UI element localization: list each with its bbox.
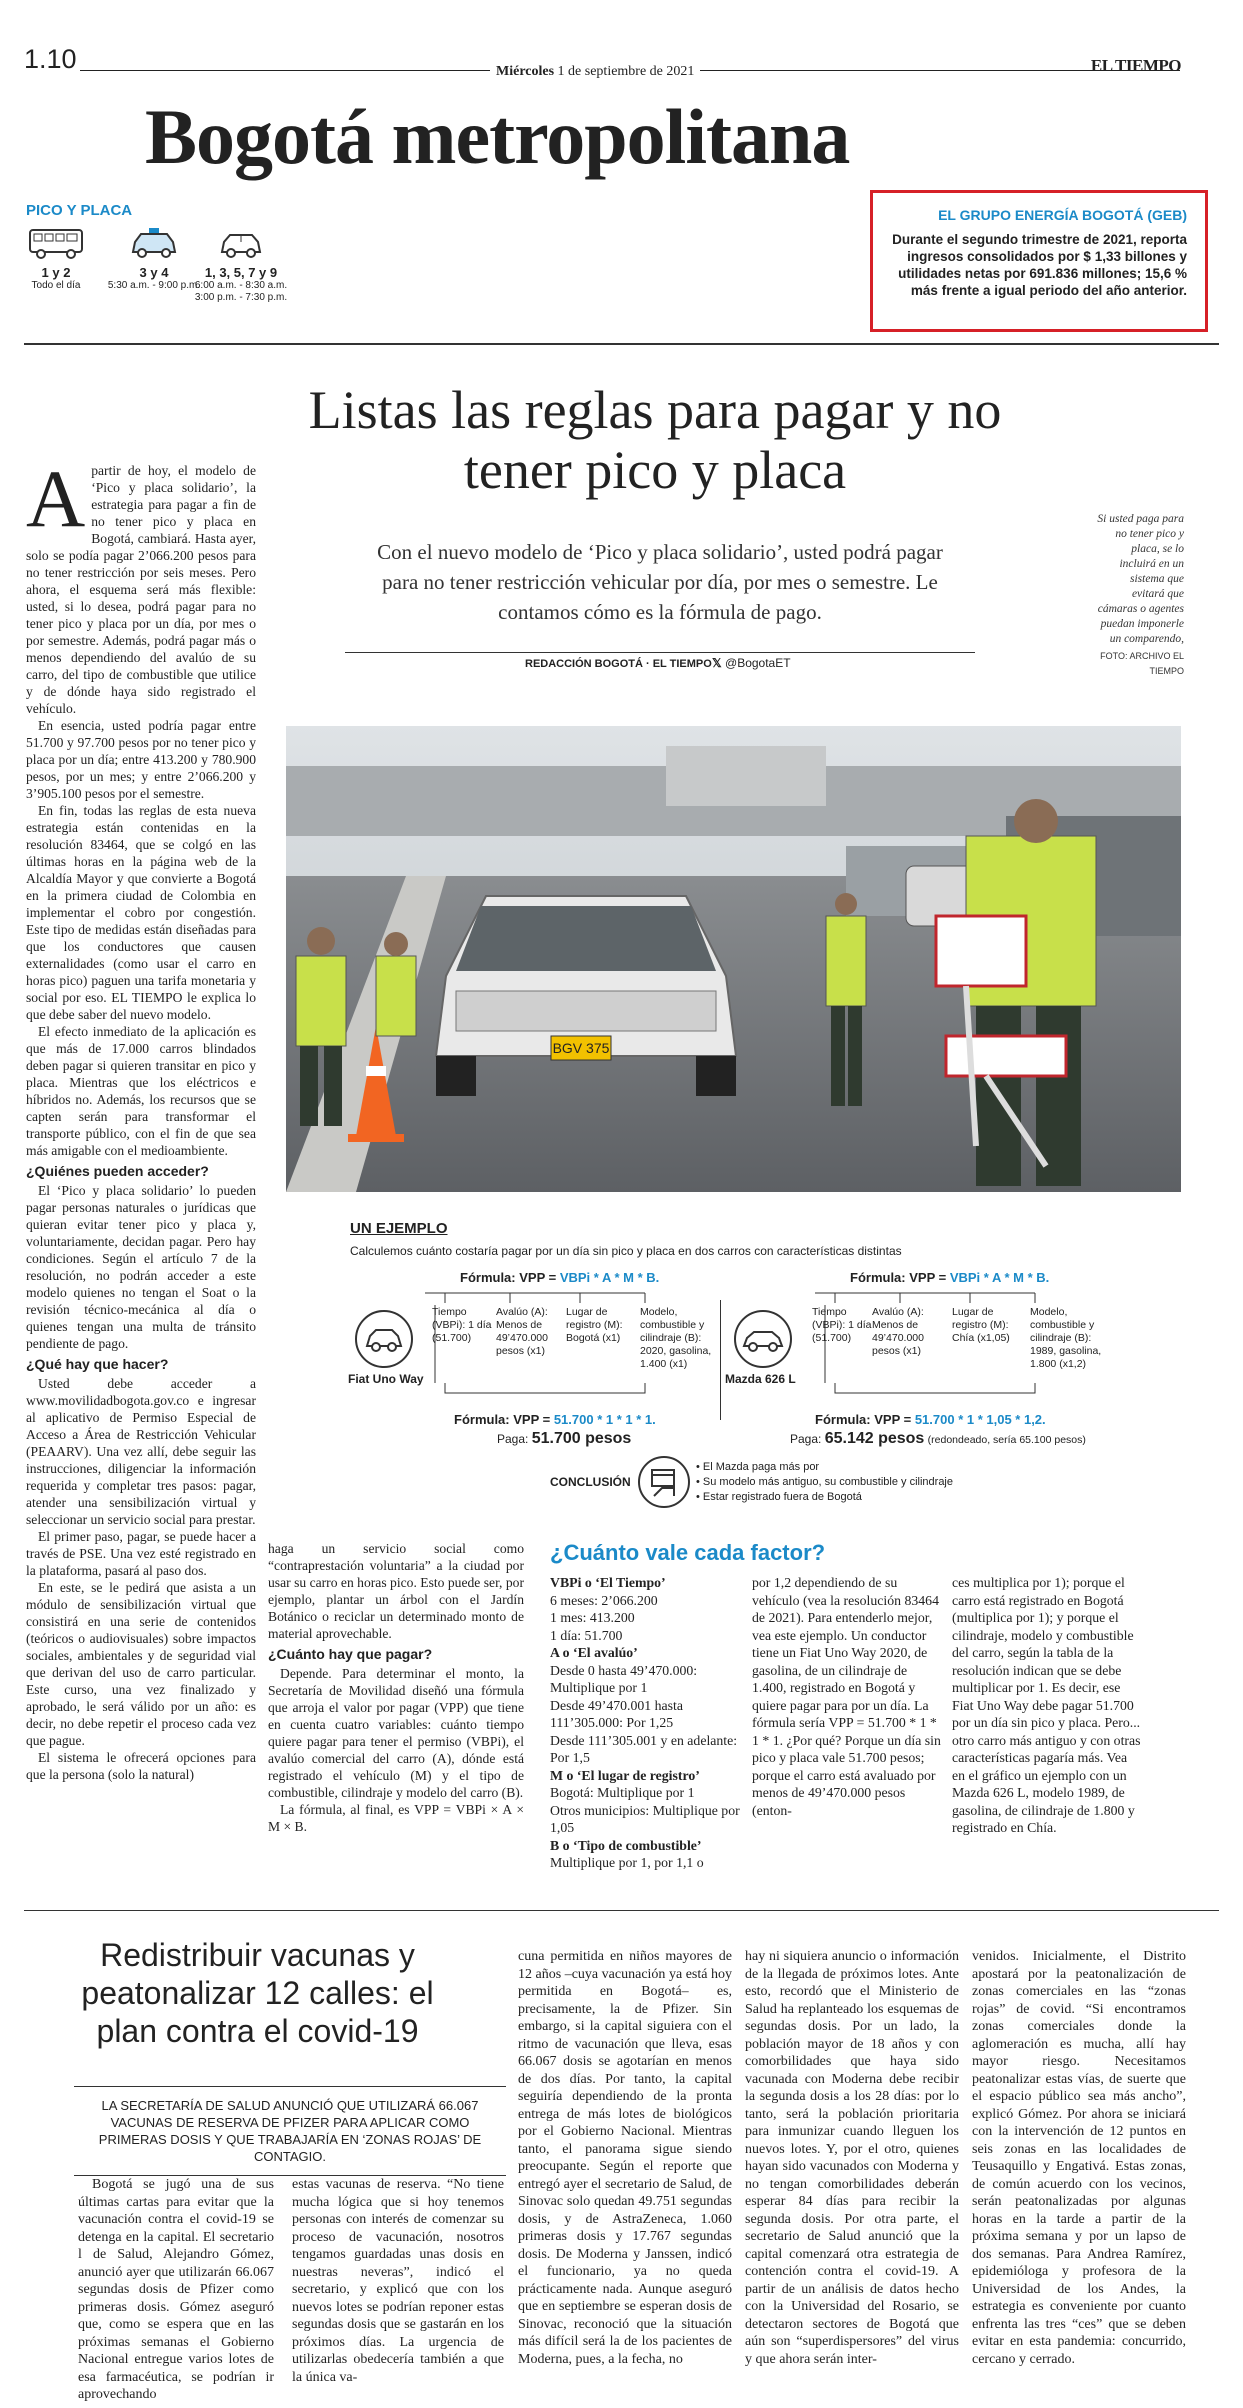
article-column-2 xyxy=(268,1540,524,1835)
question-heading: ¿Quiénes pueden acceder? xyxy=(26,1163,209,1179)
mazda-name: Mazda 626 L xyxy=(725,1372,796,1386)
article-paragraph: Depende. Para determinar el monto, la Secretaría de Movilidad diseñó una fórmula que arroja el valor por pagar (VPP) que tiene en cuenta cuatro variables: cuánto tiempo quiere pagar para tener el permiso (VBPi), el avalúo comercial del carro (A), dónde está registrado el vehículo (M) y el tipo de combustible, cilindraje y modelo del carro (B). xyxy=(268,1666,524,1800)
article-column-1 xyxy=(26,453,256,1783)
geb-text: Durante el segundo trimestre de 2021, reporta ingresos consolidados por $ 1,33 billones y utilidades netas por 691.836 millones; 15,6 % más frente a igual periodo del año anterior. xyxy=(892,232,1187,298)
fiat-factor-registry: Lugar de registro (M): Bogotá (x1) xyxy=(566,1306,623,1344)
mazda-payment: Paga: 65.142 pesos (redondeado, sería 65.100 pesos) xyxy=(790,1430,1086,1447)
article-paragraph: cuna permitida en niños mayores de 12 años –cuya vacunación ya está hoy permitida en Bogotá– es, precisamente, la de Pfizer. Sin embargo, si la capital siguiera con el ritmo de vacunación que lleva, esas 66.067 dosis se agotarían en menos de dos días. Por tanto, la capital seguiría dependiendo de la pronta entrega de más lotes de biológicos por el Gobierno Nacional. Mientras tanto, el panorama sigue siendo preocupante. Según el reporte que entregó ayer el secretario de Salud, de Sinovac solo quedan 49.751 segundas dosis, y de AstraZeneca, 1.060 primeras dosis y 17.767 segundas dosis. De Moderna y Janssen, indicó el funcionario, ya no queda prácticamente nada. Aunque aseguró que en septiembre se esperan dosis de Sinovac, reconoció que la situación más difícil será la de los pacientes de Moderna, pues, a la fecha, no xyxy=(518,1949,732,2367)
fiat-factor-valuation: Avalúo (A): Menos de 49’470.000 pesos (x1) xyxy=(496,1306,548,1357)
conclusion-item: • Estar registrado fuera de Bogotá xyxy=(696,1491,862,1503)
second-article-subhead: LA SECRETARÍA DE SALUD ANUNCIÓ QUE UTILIZARÁ 66.067 VACUNAS DE RESERVA DE PFIZER PARA APLICAR COMO PRIMERAS DOSIS Y QUE TRABAJARÍA EN ‘ZONAS ROJAS’ DE CONTAGIO. xyxy=(98,2098,482,2164)
formula-result-fiat: Fórmula: VPP = 51.700 * 1 * 1 * 1. xyxy=(454,1412,656,1427)
infographic-subtitle: Calculemos cuánto costaría pagar por un día sin pico y placa en dos carros con características distintas xyxy=(350,1244,902,1258)
fiat-payment: Paga: 51.700 pesos xyxy=(497,1430,632,1447)
conclusion-list xyxy=(696,1460,953,1505)
article-paragraph: hay ni siquiera anuncio o información de la llegada de próximos lotes. Ante esto, recordó que el Ministerio de Salud ha replanteado los esquemas de segundas dosis. Por un lado, la población mayor de 18 años y con comorbilidades que haya sido vacunada con Moderna debe recibir la segunda dosis a los 28 días: por lo tanto, será la población prioritaria para inmunizar cuando lleguen los nuevos lotes. Y, por el otro, quienes hayan sido vacunados con Moderna y no tengan comorbilidades deberán esperar 84 días para recibir la segunda dosis. Por otra parte, el secretario de Salud anunció que la capital comenzará otra estrategia de contención contra el covid-19. A partir de un análisis de datos hecho con la Universidad del Rosario, se detectaron sectores de Bogotá que aún son “superdispersores” del virus y que ahora serán inter- xyxy=(745,1949,959,2367)
formula-top-mazda: Fórmula: VPP = VBPi * A * M * B. xyxy=(850,1270,1050,1285)
car-schedule-pm: 3:00 p.m. - 7:30 p.m. xyxy=(194,292,288,303)
article-headline: Listas las reglas para pagar y no tener pico y placa xyxy=(308,380,1002,500)
factor-heading: M o ‘El lugar de registro’ xyxy=(550,1767,700,1783)
bus-icon xyxy=(28,226,84,260)
car-icon xyxy=(736,1312,790,1366)
article-paragraph: El primer paso, pagar, se puede hacer a través de PSE. Una vez esté registrado en la plataforma, pasará al paso dos. xyxy=(26,1529,256,1578)
photo-caption xyxy=(1096,512,1184,679)
fiat-factor-time: Tiempo (VBPi): 1 día (51.700) xyxy=(432,1306,492,1344)
taxi-schedule: 5:30 a.m. - 9:00 p.m. xyxy=(107,280,201,291)
factor-value: Desde 49’470.001 hasta 111’305.000: Por 1,25 xyxy=(550,1697,683,1730)
factor-value: Multiplique por 1, por 1,1 o xyxy=(550,1855,704,1870)
publication-date: Miércoles 1 de septiembre de 2021 xyxy=(490,64,700,80)
conclusion-label: CONCLUSIÓN xyxy=(550,1475,631,1489)
twitter-handle[interactable] xyxy=(712,656,791,670)
article-paragraph: La fórmula, al final, es VPP = VBPi × A × M × B. xyxy=(268,1802,524,1834)
article-subhead: Con el nuevo modelo de ‘Pico y placa solidario’, usted podrá pagar para no tener restricción vehicular por día, por mes o semestre. Le contamos cómo es la fórmula de pago. xyxy=(377,540,943,624)
factor-value: 1 mes: 413.200 xyxy=(550,1610,635,1625)
factor-values-col-b: por 1,2 dependiendo de su vehículo (vea la resolución 83464 de 2021). Para entenderlo mejor, vea este ejemplo. Un conductor tiene un Fiat Uno Way 2020, de gasolina, de un cilindraje de 1.400, registrado en Bogotá y quiere pagar para por un día. La fórmula sería VPP = 51.700 * 1 * 1 * 1. ¿Por qué? Porque un día sin pico y placa vale 51.700 pesos; porque el carro está avaluado por menos de 49’470.000 pesos (enton- xyxy=(752,1575,941,1818)
payment-icon xyxy=(640,1458,688,1506)
second-article-col-5 xyxy=(972,1948,1186,2368)
mazda-factor-model: Modelo, combustible y cilindraje (B): 1989, gasolina, 1.800 (x1,2) xyxy=(1030,1306,1102,1370)
factor-value: Desde 0 hasta 49’470.000: Multiplique por 1 xyxy=(550,1662,698,1695)
bus-plates: 1 y 2 xyxy=(41,265,71,280)
newspaper-brand: EL TIEMPO xyxy=(1090,56,1181,75)
dropcap: A xyxy=(26,453,86,544)
formula-top-fiat: Fórmula: VPP = VBPi * A * M * B. xyxy=(460,1270,660,1285)
second-article-col-3 xyxy=(518,1948,732,2368)
article-paragraph: Bogotá se jugó una de sus últimas cartas para evitar que la vacunación contra el covid-19 se detenga en la capital. El secretario l de Salud, Alejandro Gómez, anunció ayer que utilizarán 66.067 segundas dosis de Pfizer como primeras dosis. Gómez aseguró que, como se espera que en las próximas semanas el Gobierno Nacional entregue varios lotes de esa farmacéutica, se podrían ir aprovechando xyxy=(78,2177,274,2402)
geb-highlight-box xyxy=(870,190,1208,332)
question-heading: ¿Qué hay que hacer? xyxy=(26,1356,169,1372)
car-icon xyxy=(218,226,264,260)
article-paragraph: estas vacunas de reserva. “No tiene mucha lógica que si hoy tenemos personas con interés de comenzar su proceso de vacunación, nosotros tengamos guardadas unas dosis en nuestras neveras”, indicó el secretario, y explicó que con los nuevos lotes se podrían reponer estas segundas dosis que se gastarán en los próximos días. La urgencia de utilizarlas obedecería también a que la única va- xyxy=(292,2177,504,2385)
factor-value: Desde 111’305.001 y en adelante: Por 1,5 xyxy=(550,1732,738,1765)
article-paragraph: partir de hoy, el modelo de ‘Pico y placa solidario’, la estrategia para pagar a fin de no tener pico y placa en Bogotá, cambiará. Hasta ayer, solo se podía pagar 2’066.200 pesos para no tener restricción por seis meses. Pero ahora, el esquema será más flexible: usted, si lo desea, podrá pagar para no tener pico y placa por un día, por mes o por semestre. Además, podrá pagar más o menos dependiendo del avalúo de su carro, del tipo de combustible que utilice y de dónde haya sido registrado el vehículo. xyxy=(26,463,256,716)
header-bottom-rule xyxy=(24,343,1219,345)
car-schedule-am: 6:00 a.m. - 8:30 a.m. xyxy=(194,280,288,291)
article-byline: REDACCIÓN BOGOTÁ · EL TIEMPO xyxy=(525,658,712,670)
article-paragraph: haga un servicio social como “contraprestación voluntaria” a la ciudad por usar su carro en horas pico. Esto puede ser, por ejemplo, plantar un árbol con el Jardín Botánico o reciclar un determinado monto de material aprovechable. xyxy=(268,1541,524,1641)
factor-values-title: ¿Cuánto vale cada factor? xyxy=(550,1540,826,1565)
twitter-icon: 𝕏 xyxy=(712,656,722,670)
factor-values-col-c: ces multiplica por 1); porque el carro está registrado en Bogotá (multiplica por 1); y porque el cilindraje, modelo y combustible del carro, según la tabla de la resolución indican que se debe multiplicar por 1. Es decir, ese Fiat Uno Way debe pagar 51.700 por un día sin pico y placa. Pero... otro carro más antiguo y con otras características pagaría más. Vea en el gráfico un ejemplo con un Mazda 626 L, modelo 1989, de gasolina, de cilindraje de 1.800 y registrado en Chía. xyxy=(952,1575,1141,1835)
photo-caption-text: Si usted paga para no tener pico y placa, se lo incluirá en un sistema que evitará que cámaras o agentes puedan imponerle un comparendo, xyxy=(1097,513,1184,645)
conclusion-item: • El Mazda paga más por xyxy=(696,1461,820,1473)
mazda-factor-registry: Lugar de registro (M): Chía (x1,05) xyxy=(952,1306,1010,1344)
factor-heading: VBPi o ‘El Tiempo’ xyxy=(550,1575,666,1590)
article-paragraph: En fin, todas las reglas de esta nueva estrategia están contenidas en la resolución 83464, que se colgó en las últimas horas en la página web de la Alcaldía Mayor y que convierte a Bogotá en la primera ciudad de Colombia en implementar el cobro por congestión. Este tipo de medidas están diseñadas para que los conductores que causen externalidades (como usar el carro en horas pico) paguen una tarifa monetaria y social por eso. EL TIEMPO le explica lo que debe saber del nuevo modelo. xyxy=(26,803,256,1022)
second-article-col-1 xyxy=(78,2176,274,2404)
car-plates: 1, 3, 5, 7 y 9 xyxy=(204,265,278,280)
factor-values-col-a xyxy=(550,1574,740,1872)
pico-placa-title: PICO Y PLACA xyxy=(26,202,133,219)
infographic-title: UN EJEMPLO xyxy=(350,1220,448,1237)
page-number: 1.10 xyxy=(24,44,77,74)
pico-placa-bus xyxy=(24,226,88,292)
formula-result-mazda: Fórmula: VPP = 51.700 * 1 * 1,05 * 1,2. xyxy=(815,1412,1046,1427)
question-heading: ¿Cuánto hay que pagar? xyxy=(268,1646,433,1662)
article-paragraph: El efecto inmediato de la aplicación es que más de 17.000 carros blindados deben pagar si quieren transitar en pico y placa. Mientras que los eléctricos e híbridos no. Además, los recursos que se capten serán para transformar el transporte público, con el fin de que sea más amigable con el medioambiente. xyxy=(26,1024,256,1158)
article-paragraph: En este, se le pedirá que asista a un módulo de sensibilización virtual que consistirá en una serie de contenidos (teóricos o audiovisuales) sobre impactos sociales, ambientales y de seguridad vial que derivan del uso de carro particular. Este curso, una vez finalizado y aprobado, le será válido por un año: es decir, no debe repetir el proceso cada vez que pague. xyxy=(26,1580,256,1748)
twitter-handle-text: @BogotaET xyxy=(725,656,791,670)
infographic-divider xyxy=(720,1300,721,1420)
pico-placa-car xyxy=(186,226,296,304)
factor-value: Otros municipios: Multiplique por 1,05 xyxy=(550,1802,740,1835)
traffic-checkpoint-illustration xyxy=(286,726,1181,1192)
second-article-col-4 xyxy=(745,1948,959,2368)
photo-credit: FOTO: ARCHIVO EL TIEMPO xyxy=(1100,651,1184,676)
fiat-car-badge xyxy=(355,1310,413,1368)
factor-value: Bogotá: Multiplique por 1 xyxy=(550,1785,695,1800)
svg-text:BGV 375: BGV 375 xyxy=(552,1040,610,1056)
conclusion-item: • Su modelo más antiguo, su combustible y cilindraje xyxy=(696,1476,953,1488)
bus-schedule: Todo el día xyxy=(31,280,81,291)
article-paragraph: El sistema le ofrecerá opciones para que la persona (solo la natural) xyxy=(26,1750,256,1782)
mazda-factor-valuation: Avalúo (A): Menos de 49’470.000 pesos (x1) xyxy=(872,1306,924,1357)
car-icon xyxy=(357,1312,411,1366)
factor-value: 1 día: 51.700 xyxy=(550,1627,623,1643)
second-article-col-2 xyxy=(292,2176,504,2386)
factor-heading: A o ‘El avalúo’ xyxy=(550,1645,638,1660)
article-paragraph: venidos. Inicialmente, el Distrito apostará por la peatonalización de zonas comerciales en las “zonas rojas” de covid. “Si encontramos zonas comerciales donde la aglomeración es mucha, allí hay mayor riesgo. Necesitamos peatonalizar estas vías, de suerte que el espacio público sea más ancho”, explicó Gómez. Por ahora se iniciará con la intervención de 12 puntos en seis zonas en las localidades de Teusaquillo y Engativá. Estas zonas, de común acuerdo con los vecinos, serán peatonalizadas por algunas horas en la tarde a partir de la próxima semana y por un lapso de dos semanas. Para Andrea Ramírez, epidemióloga y profesora de la Universidad de los Andes, la estrategia es conveniente por cuanto enfrenta las tres “ces” que se deben evitar en esta pandemia: concurrido, cercano y cerrado. xyxy=(972,1949,1186,2367)
byline-rule xyxy=(345,652,975,653)
fiat-name: Fiat Uno Way xyxy=(348,1372,424,1386)
article-photo xyxy=(286,726,1181,1192)
second-article-subhead-box xyxy=(74,2086,506,2176)
section-title: Bogotá metropolitana xyxy=(145,93,850,180)
taxi-icon xyxy=(129,226,179,260)
article-paragraph: En esencia, usted podría pagar entre 51.700 y 97.700 pesos por no tener pico y placa por un día; entre 413.200 y 780.900 pesos, por un mes; y entre 2’066.200 y 3’905.100 pesos por el semestre. xyxy=(26,718,256,801)
mazda-car-badge xyxy=(734,1310,792,1368)
factor-value: 6 meses: 2’066.200 xyxy=(550,1592,658,1608)
conclusion-badge xyxy=(638,1456,690,1508)
factor-heading: B o ‘Tipo de combustible’ xyxy=(550,1837,702,1853)
article-paragraph: Usted debe acceder a www.movilidadbogota.gov.co e ingresar al aplicativo de Permiso Especial de Acceso a Área de Restricción Vehicular (PEAARV). Una vez allí, debe seguir las instrucciones, diligenciar la información requerida y completar tres pasos: pagar, atender una sensibilización virtual y seleccionar un servicio social para prestar. xyxy=(26,1376,256,1527)
section-divider xyxy=(24,1910,1219,1911)
mazda-factor-time: Tiempo (VBPi): 1 día (51.700) xyxy=(812,1306,872,1344)
fiat-factor-model: Modelo, combustible y cilindraje (B): 2020, gasolina, 1.400 (x1) xyxy=(640,1306,712,1370)
taxi-plates: 3 y 4 xyxy=(139,265,169,280)
article-paragraph: El ‘Pico y placa solidario’ lo pueden pagar personas naturales o jurídicas que quieran evitar tener pico y placa y, voluntariamente, decidan pagar. Pero hay condiciones. Según el artículo 7 de la resolución, no podrán acceder a este modelo quienes no tengan el Soat o la revisión técnico-mecánica al día o quienes tengan una multa de tránsito pendiente de pago. xyxy=(26,1183,256,1351)
geb-title: EL GRUPO ENERGÍA BOGOTÁ (GEB) xyxy=(938,207,1187,223)
second-article-headline: Redistribuir vacunas y peatonalizar 12 calles: el plan contra el covid-19 xyxy=(81,1937,434,2049)
